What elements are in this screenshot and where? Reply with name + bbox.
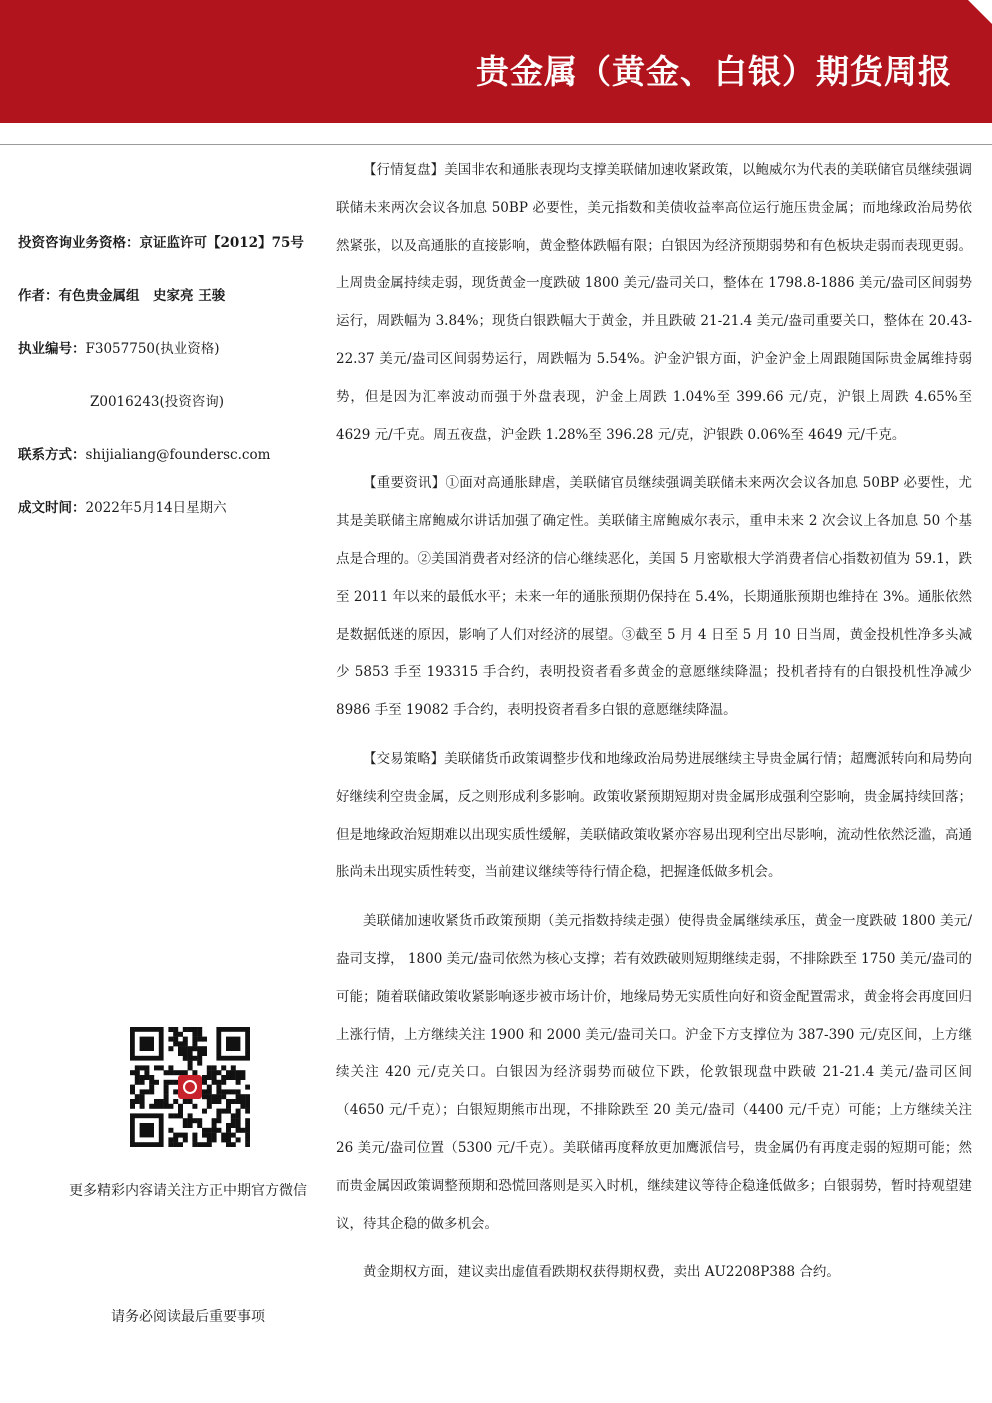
qualification-label: 投资咨询业务资格： (18, 235, 140, 251)
options-paragraph: 黄金期权方面，建议卖出虚值看跌期权获得期权费，卖出 AU2208P388 合约。 (363, 1264, 840, 1281)
strategy-tag: 【交易策略】 (363, 750, 445, 767)
date-value: 2022年5月14日星期六 (85, 500, 227, 516)
license-value-2: Z0016243(投资咨询) (90, 394, 225, 410)
report-title: 贵金属（黄金、白银）期货周报 (476, 52, 952, 91)
qualification-value: 京证监许可【2012】75号 (139, 235, 304, 251)
strategy-paragraph (336, 741, 972, 892)
contact-email[interactable]: shijialiang@foundersc.com (85, 447, 271, 463)
report-meta-sidebar (18, 228, 318, 546)
qr-caption: 更多精彩内容请关注方正中期官方微信 (69, 1183, 307, 1199)
license-label: 执业编号： (18, 341, 86, 357)
author-value: 有色贵金属组 史家亮 王骏 (58, 288, 226, 304)
meta-contact (18, 440, 318, 493)
header-divider (0, 144, 992, 145)
disclaimer-note: 请务必阅读最后重要事项 (111, 1309, 265, 1325)
news-paragraph (336, 465, 972, 730)
market-review-paragraph (336, 152, 972, 454)
strategy-text: 美联储货币政策调整步伐和地缘政治局势进展继续主导贵金属行情；超鹰派转向和局势向好继续利空贵金属，反之则形成利多影响。政策收紧预期短期对贵金属形成强利空影响，贵金属持续回落；但是地缘政治短期难以出现实质性缓解，美联储政策收紧亦容易出现利空出尽影响，流动性依然泛滥，高通胀尚未出现实质性转变，当前建议继续等待行情企稳，把握逢低做多机会。 (336, 750, 973, 881)
meta-license-2 (18, 387, 318, 440)
author-label: 作者： (18, 288, 59, 304)
news-tag: 【重要资讯】 (363, 475, 446, 492)
meta-license (18, 334, 318, 387)
header-corner (968, 0, 992, 24)
meta-qualification (18, 228, 318, 281)
qr-code-icon (130, 1027, 250, 1147)
contact-label: 联系方式： (18, 447, 86, 463)
date-label: 成文时间： (18, 500, 86, 516)
meta-date (18, 493, 318, 546)
license-value-1: F3057750(执业资格) (85, 341, 220, 357)
market-review-tag: 【行情复盘】 (363, 162, 445, 178)
qr-center-logo (178, 1075, 202, 1099)
meta-author (18, 281, 318, 334)
outlook-paragraph: 美联储加速收紧货币政策预期（美元指数持续走强）使得贵金属继续承压，黄金一度跌破 1800 美元/盎司支撑， 1800 美元/盎司依然为核心支撑；若有效跌破则短期继续走弱，不排除跌至 1750 美元/盎司的可能；随着联储政策收紧影响逐步被市场计价，地缘局势无实质性向好和资金配置需求，黄金将会再度回归上涨行情，上方继续关注 1900 和 2000 美元/盎司关口。沪金下方支撑位为 387-390 元/克区间，上方继续关注 420 元/克关口。白银因为经济弱势而破位下跌，伦敦银现盘中跌破 21-21.4 美元/盎司区间（4650 元/千克）；白银短期熊市出现，不排除跌至 20 美元/盎司（4400 元/千克）可能；上方继续关注 26 美元/盎司位置（5300 元/千克）。美联储再度释放更加鹰派信号，贵金属仍有再度走弱的短期可能；然而贵金属因政策调整预期和恐慌回落则是买入时机，继续建议等待企稳逢低做多；白银弱势，暂时持观望建议，待其企稳的做多机会。 (336, 913, 972, 1232)
market-review-text: 美国非农和通胀表现均支撑美联储加速收紧政策，以鲍威尔为代表的美联储官员继续强调联储未来两次会议各加息 50BP 必要性，美元指数和美债收益率高位运行施压贵金属；而地缘政治局势依然紧张，以及高通胀的直接影响，黄金整体跌幅有限；白银因为经济预期弱势和有色板块走弱而表现更弱。上周贵金属持续走弱，现货黄金一度跌破 1800 美元/盎司关口，整体在 1798.8-1886 美元/盎司区间弱势运行，周跌幅为 3.84%；现货白银跌幅大于黄金，并且跌破 21-21.4 美元/盎司重要关口，整体在 20.43-22.37 美元/盎司区间弱势运行，周跌幅为 5.54%。沪金沪银方面，沪金沪金上周跟随国际贵金属维持弱势，但是因为汇率波动而强于外盘表现，沪金上周跌 1.04%至 399.66 元/克，沪银上周跌 4.65%至 4629 元/千克。周五夜盘，沪金跌 1.28%至 396.28 元/克，沪银跌 0.06%至 4649 元/千克。 (336, 162, 973, 443)
report-body (336, 152, 972, 1303)
wechat-qr-code[interactable] (130, 1027, 250, 1147)
news-text: ①面对高通胀肆虐，美联储官员继续强调美联储未来两次会议各加息 50BP 必要性，尤其是美联储主席鲍威尔讲话加强了确定性。美联储主席鲍威尔表示，重申未来 2 次会议上各加息 50 个基点是合理的。②美国消费者对经济的信心继续恶化，美国 5 月密歇根大学消费者信心指数初值为 59.1，跌至 2011 年以来的最低水平；未来一年的通胀预期仍保持在 5.4%，长期通胀预期也维持在 3%。通胀依然是数据低迷的原因，影响了人们对经济的展望。③截至 5 月 4 日至 5 月 10 日当周，黄金投机性净多头减少 5853 手至 193315 手合约，表明投资者看多黄金的意愿继续降温；投机者持有的白银投机性净减少 8986 手至 19082 手合约，表明投资者看多白银的意愿继续降温。 (336, 475, 973, 719)
